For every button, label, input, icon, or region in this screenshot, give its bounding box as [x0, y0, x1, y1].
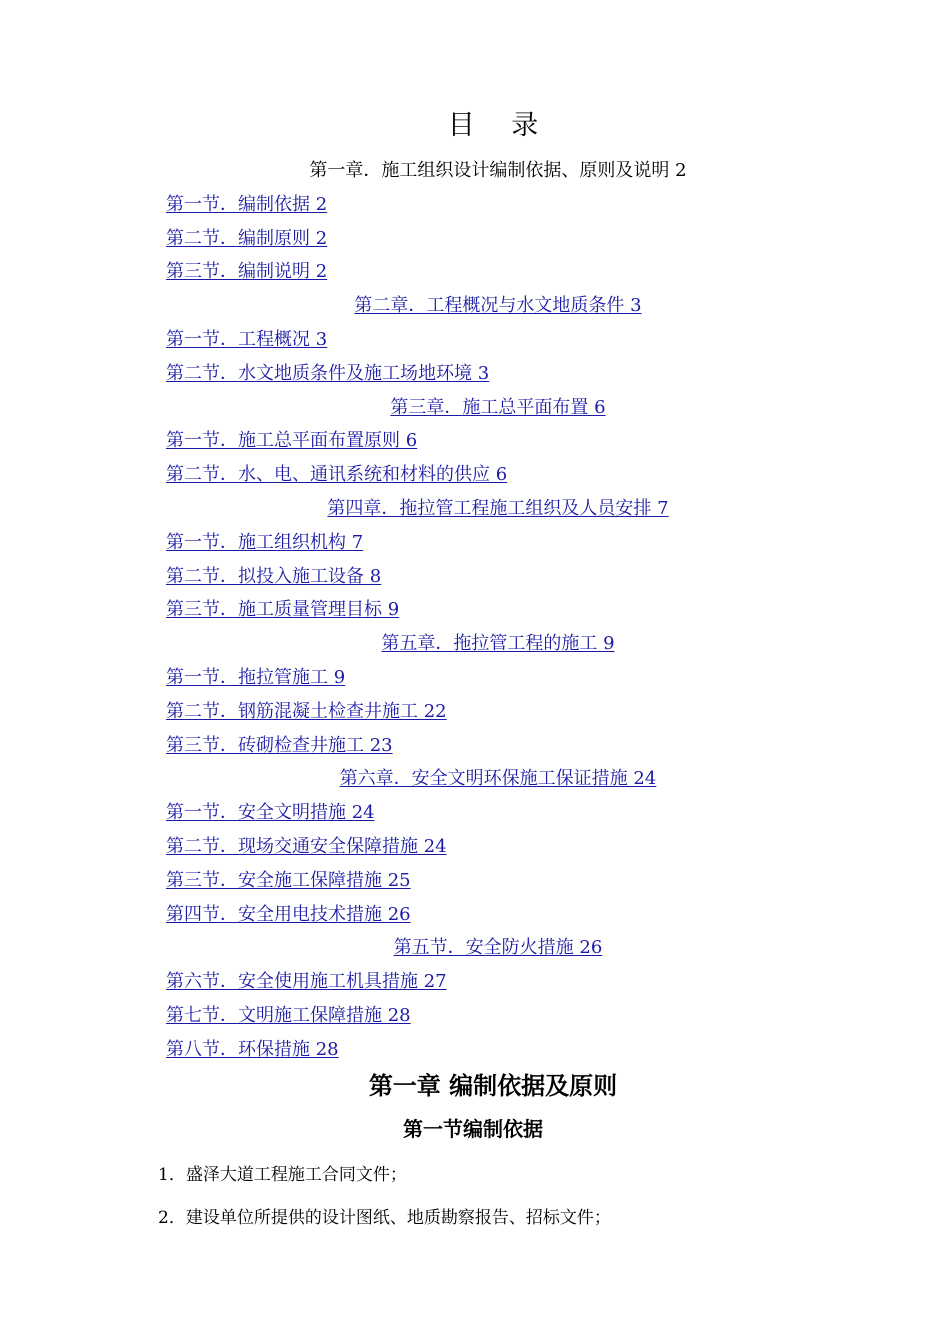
toc-entry-chapter	[0, 154, 950, 188]
toc-link[interactable]: 第六节．安全使用施工机具措施 27	[166, 971, 447, 993]
toc-link[interactable]: 第一节．施工总平面布置原则 6	[166, 430, 418, 452]
table-of-contents	[0, 154, 950, 1067]
toc-link[interactable]: 第四节．安全用电技术措施 26	[166, 903, 411, 925]
toc-entry-chapter[interactable]	[0, 492, 950, 526]
toc-entry-chapter[interactable]	[0, 931, 950, 965]
toc-entry-chapter[interactable]	[0, 289, 950, 323]
toc-link[interactable]: 第三节．施工质量管理目标 9	[166, 599, 400, 621]
toc-entry-section[interactable]	[0, 458, 950, 492]
toc-link[interactable]: 第六章．安全文明环保施工保证措施 24	[339, 768, 657, 790]
toc-link[interactable]: 第一节．安全文明措施 24	[166, 802, 375, 824]
toc-link[interactable]: 第二节．钢筋混凝土检查井施工 22	[166, 700, 447, 722]
toc-link[interactable]: 第三节．砖砌检查井施工 23	[166, 734, 393, 756]
toc-link[interactable]: 第二节．现场交通安全保障措施 24	[166, 835, 447, 857]
toc-link[interactable]: 第七节．文明施工保障措施 28	[166, 1004, 411, 1026]
toc-entry-section[interactable]	[0, 695, 950, 729]
toc-entry-section[interactable]	[0, 830, 950, 864]
toc-link[interactable]: 第一节．编制依据 2	[166, 193, 328, 215]
toc-title: 目 录	[447, 110, 553, 141]
toc-entry-section[interactable]	[0, 661, 950, 695]
toc-entry-section[interactable]	[0, 796, 950, 830]
toc-entry-chapter[interactable]	[0, 762, 950, 796]
toc-link[interactable]: 第一节．施工组织机构 7	[166, 531, 364, 553]
toc-text: 第一章．施工组织设计编制依据、原则及说明 2	[309, 160, 687, 181]
toc-entry-section[interactable]	[0, 526, 950, 560]
toc-link[interactable]: 第二节．水文地质条件及施工场地环境 3	[166, 362, 490, 384]
toc-link[interactable]: 第三节．安全施工保障措施 25	[166, 869, 411, 891]
toc-entry-section[interactable]	[0, 729, 950, 763]
toc-entry-section[interactable]	[0, 560, 950, 594]
toc-link[interactable]: 第一节．拖拉管施工 9	[166, 666, 346, 688]
toc-entry-section[interactable]	[0, 898, 950, 932]
chapter-heading: 第一章 编制依据及原则	[368, 1072, 618, 1100]
section-heading: 第一节编制依据	[403, 1117, 543, 1141]
toc-link[interactable]: 第四章．拖拉管工程施工组织及人员安排 7	[327, 497, 669, 519]
toc-entry-section[interactable]	[0, 323, 950, 357]
toc-entry-section[interactable]	[0, 593, 950, 627]
toc-link[interactable]: 第二节．编制原则 2	[166, 227, 328, 249]
toc-link[interactable]: 第五章．拖拉管工程的施工 9	[381, 633, 615, 655]
toc-link[interactable]: 第二节．拟投入施工设备 8	[166, 565, 382, 587]
toc-link[interactable]: 第三节．编制说明 2	[166, 261, 328, 283]
toc-entry-section[interactable]	[0, 999, 950, 1033]
toc-entry-section[interactable]	[0, 357, 950, 391]
toc-entry-chapter[interactable]	[0, 627, 950, 661]
toc-entry-section[interactable]	[0, 1033, 950, 1067]
toc-link[interactable]: 第三章．施工总平面布置 6	[390, 396, 606, 418]
toc-entry-chapter[interactable]	[0, 391, 950, 425]
toc-link[interactable]: 第二节．水、电、通讯系统和材料的供应 6	[166, 464, 508, 486]
toc-link[interactable]: 第一节．工程概况 3	[166, 328, 328, 350]
toc-entry-section[interactable]	[0, 965, 950, 999]
toc-link[interactable]: 第二章．工程概况与水文地质条件 3	[354, 295, 642, 317]
toc-link[interactable]: 第八节．环保措施 28	[166, 1038, 339, 1060]
toc-entry-section[interactable]	[0, 188, 950, 222]
body-paragraph-1: 1．盛泽大道工程施工合同文件；	[158, 1165, 407, 1185]
toc-entry-section[interactable]	[0, 222, 950, 256]
toc-entry-section[interactable]	[0, 864, 950, 898]
body-paragraph-2: 2．建设单位所提供的设计图纸、地质勘察报告、招标文件；	[158, 1208, 611, 1228]
toc-entry-section[interactable]	[0, 255, 950, 289]
toc-entry-section[interactable]	[0, 424, 950, 458]
toc-link[interactable]: 第五节．安全防火措施 26	[393, 937, 603, 959]
